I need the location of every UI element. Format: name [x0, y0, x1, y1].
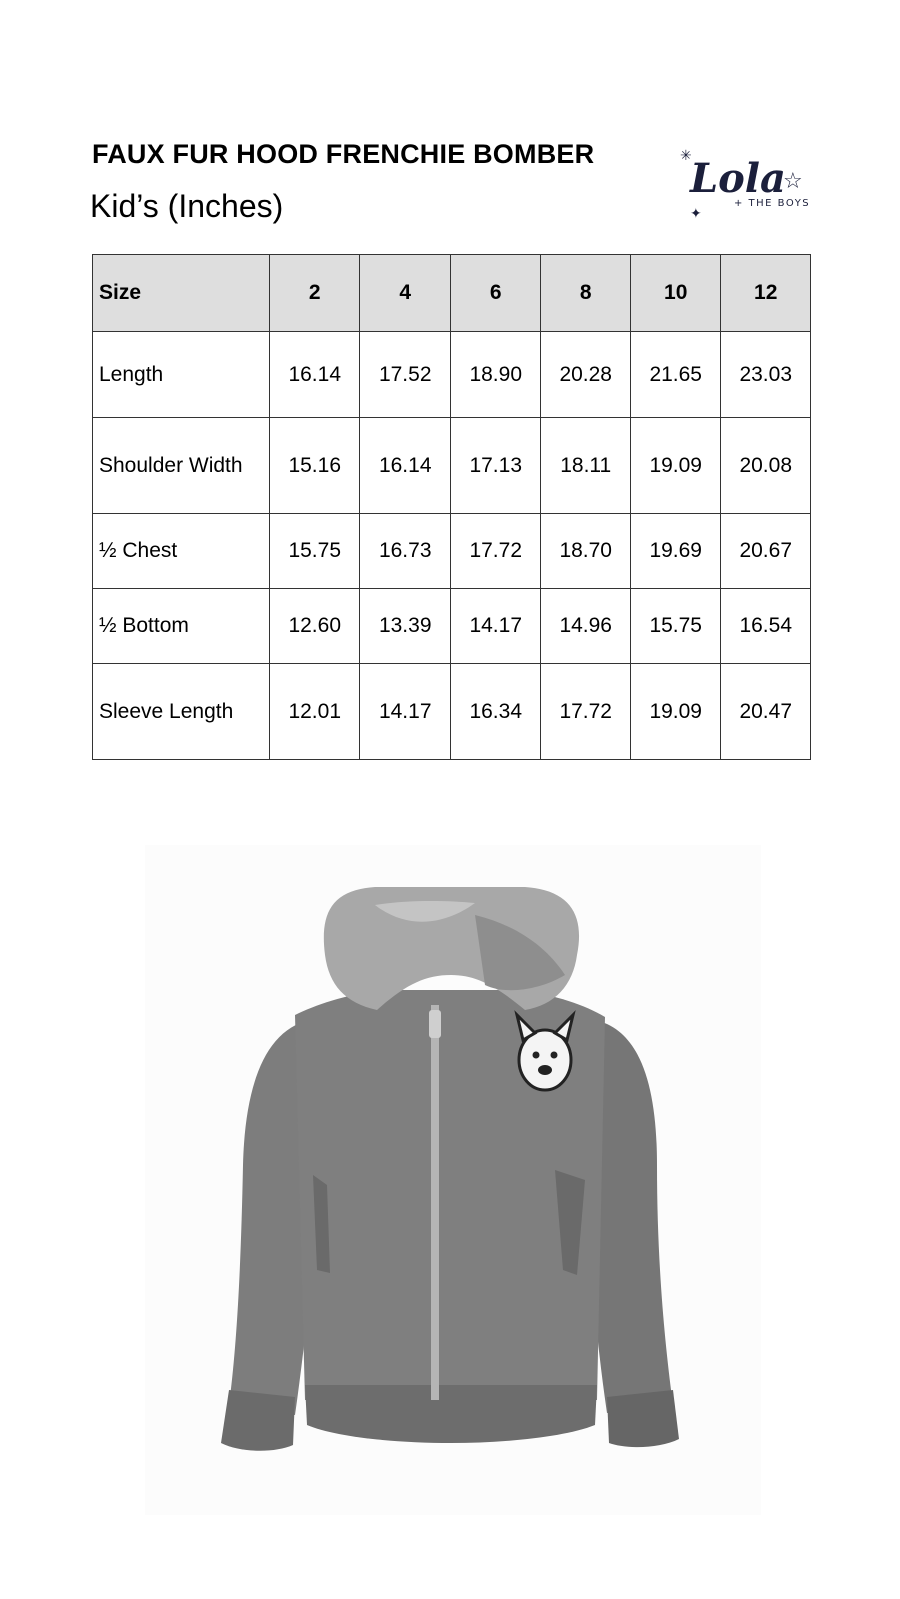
table-row: [93, 589, 811, 664]
table-cell: 15.75: [269, 514, 360, 589]
table-row: [93, 418, 811, 514]
table-cell: 19.09: [630, 664, 721, 760]
brand-logo: [680, 140, 820, 230]
table-cell: 17.52: [360, 332, 451, 418]
page-title: FAUX FUR HOOD FRENCHIE BOMBER: [92, 139, 595, 169]
page-subtitle: Kid’s (Inches): [90, 188, 284, 224]
table-cell: 20.08: [721, 418, 811, 514]
bomber-jacket-photo: [145, 845, 761, 1515]
header-cell: 8: [541, 255, 630, 332]
header-cell: Size: [93, 255, 270, 332]
asterisk-icon: ✳: [680, 148, 692, 164]
table-cell: 19.69: [630, 514, 721, 589]
table-cell: 15.75: [630, 589, 721, 664]
table-cell: 16.14: [360, 418, 451, 514]
header-cell: 2: [269, 255, 360, 332]
table-cell: 18.11: [541, 418, 630, 514]
table-cell: 20.28: [541, 332, 630, 418]
table-cell: 19.09: [630, 418, 721, 514]
table-cell: 16.73: [360, 514, 451, 589]
table-cell: 13.39: [360, 589, 451, 664]
header-cell: 6: [450, 255, 541, 332]
table-row: [93, 664, 811, 760]
table-cell: 20.67: [721, 514, 811, 589]
table-cell: 12.60: [269, 589, 360, 664]
row-label: ½ Chest: [93, 514, 270, 589]
table-cell: 14.17: [450, 589, 541, 664]
table-cell: 20.47: [721, 664, 811, 760]
table-cell: 16.34: [450, 664, 541, 760]
logo-script-text: Lola: [690, 155, 786, 202]
row-label: ½ Bottom: [93, 589, 270, 664]
table-cell: 18.70: [541, 514, 630, 589]
star-icon: ✦: [690, 206, 702, 222]
table-cell: 16.14: [269, 332, 360, 418]
logo-tagline: + THE BOYS: [734, 198, 811, 209]
table-cell: 16.54: [721, 589, 811, 664]
table-cell: 17.72: [450, 514, 541, 589]
header-cell: 12: [721, 255, 811, 332]
table-header-row: [93, 255, 811, 332]
row-label: Sleeve Length: [93, 664, 270, 760]
table-cell: 18.90: [450, 332, 541, 418]
table-cell: 21.65: [630, 332, 721, 418]
table-cell: 14.17: [360, 664, 451, 760]
table-cell: 15.16: [269, 418, 360, 514]
size-chart-table: [92, 254, 811, 760]
star-outline-icon: ☆: [783, 169, 803, 194]
table-cell: 17.13: [450, 418, 541, 514]
table-row: [93, 332, 811, 418]
table-cell: 14.96: [541, 589, 630, 664]
table-cell: 23.03: [721, 332, 811, 418]
table-cell: 12.01: [269, 664, 360, 760]
row-label: Length: [93, 332, 270, 418]
table-cell: 17.72: [541, 664, 630, 760]
header-cell: 10: [630, 255, 721, 332]
row-label: Shoulder Width: [93, 418, 270, 514]
table-row: [93, 514, 811, 589]
header-cell: 4: [360, 255, 451, 332]
